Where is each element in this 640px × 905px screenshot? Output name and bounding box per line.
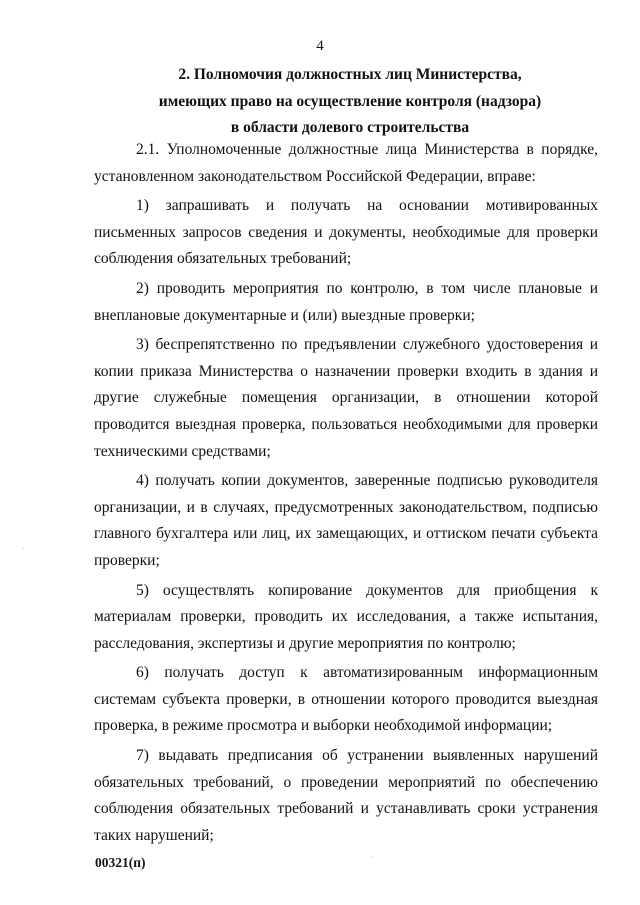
heading-line-3: в области долевого строительства — [230, 119, 470, 136]
scan-speck — [372, 856, 373, 858]
paragraph-item-2: 2) проводить мероприятия по контролю, в том числе плановые и внеплановые документарные и (или) выездные проверки; — [94, 279, 598, 324]
heading-line-2: имеющих право на осуществление контроля (надзора) — [158, 92, 542, 110]
paragraph-item-7: 7) выдавать предписания об устранении выявленных нарушений обязательных требований, о проведении мероприятий по обеспечению соблюдения обязательных требований и устанавливать сроки устранения таких нарушений; — [94, 747, 598, 844]
scan-speck — [22, 548, 24, 549]
page-number: 4 — [316, 38, 324, 54]
paragraph-item-4: 4) получать копии документов, заверенные подписью руководителя организации, и в случаях, предусмотренных законодательством, подписью главного бухгалтера или лиц, их замещающих, и оттиском печати субъекта проверки; — [94, 472, 598, 569]
paragraph-item-3: 3) беспрепятственно по предъявлении служебного удостоверения и копии приказа Министерства о назначении проверки входить в здания и другие служебные помещения организации, в отношении которой проводится выездная проверка, пользоваться необходимыми для проверки техническими средствами; — [94, 336, 598, 460]
document-body — [94, 137, 598, 849]
paragraph-item-6: 6) получать доступ к автоматизированным информационным системам субъекта проверки, в отношении которого проводится выездная проверка, в режиме просмотра и выборки необходимой информации; — [94, 664, 598, 735]
paragraph-item-5: 5) осуществлять копирование документов для приобщения к материалам проверки, проводить их исследования, а также испытания, расследования, экспертизы и другие мероприятия по контролю; — [94, 581, 598, 652]
section-heading — [90, 62, 610, 142]
document-code: 00321(п) — [95, 855, 146, 870]
heading-line-1: 2. Полномочия должностных лиц Министерства, — [178, 66, 522, 83]
paragraph-2-1: 2.1. Уполномоченные должностные лица Министерства в порядке, установленном законодательством Российской Федерации, вправе: — [94, 141, 598, 185]
paragraph-item-1: 1) запрашивать и получать на основании мотивированных письменных запросов сведения и документы, необходимые для проверки соблюдения обязательных требований; — [94, 197, 598, 268]
